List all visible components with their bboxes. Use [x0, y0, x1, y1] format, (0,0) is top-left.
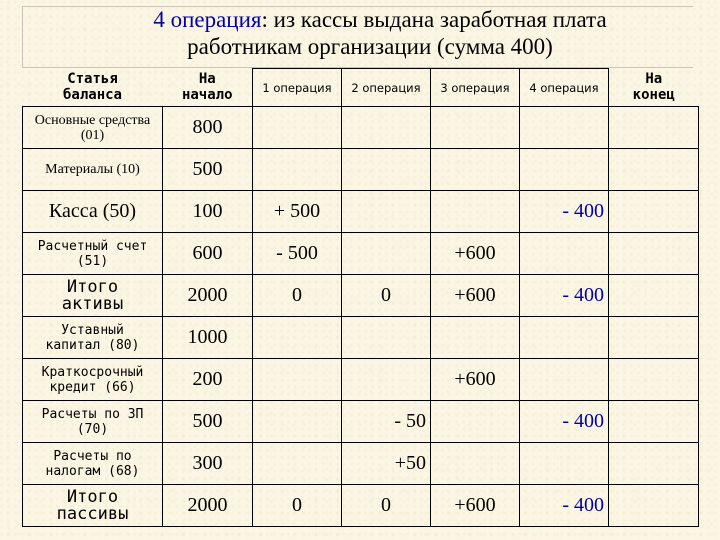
tax-op2: +50	[342, 443, 431, 485]
header-op3: 3 операция	[431, 69, 520, 107]
liab-start: 2000	[163, 485, 253, 527]
row-label-kassa: Касса (50)	[23, 191, 163, 233]
credit-op3: +600	[431, 359, 520, 401]
header-row	[23, 69, 699, 107]
liab-op4: - 400	[520, 485, 609, 527]
rs-op1: - 500	[253, 233, 342, 275]
assets-op2: 0	[342, 275, 431, 317]
kassa-op4: - 400	[520, 191, 609, 233]
table-row	[23, 233, 699, 275]
table-row	[23, 443, 699, 485]
row-label-mat: Материалы (10)	[23, 149, 163, 191]
table-row	[23, 149, 699, 191]
row-label-os: Основные средства (01)	[23, 107, 163, 149]
capital-start: 1000	[163, 317, 253, 359]
title-line2: работникам организации (сумма 400)	[187, 34, 553, 59]
slide-title	[0, 6, 720, 60]
row-label-zp: Расчеты по ЗП (70)	[23, 401, 163, 443]
mat-start: 500	[163, 149, 253, 191]
os-start: 800	[163, 107, 253, 149]
row-label-rs: Расчетный счет (51)	[23, 233, 163, 275]
header-op4: 4 операция	[520, 69, 609, 107]
header-article: Статья баланса	[62, 71, 122, 104]
zp-op2: - 50	[342, 401, 431, 443]
assets-start: 2000	[163, 275, 253, 317]
table-row	[23, 275, 699, 317]
table-row	[23, 317, 699, 359]
balance-table	[22, 68, 699, 527]
assets-op1: 0	[253, 275, 342, 317]
row-label-assets: Итого активы	[23, 275, 163, 317]
liab-op3: +600	[431, 485, 520, 527]
header-start: На начало	[181, 71, 233, 104]
assets-op3: +600	[431, 275, 520, 317]
liab-op1: 0	[253, 485, 342, 527]
table-row	[23, 485, 699, 527]
liab-op2: 0	[342, 485, 431, 527]
header-end: На конец	[632, 71, 675, 104]
row-label-capital: Уставный капитал (80)	[23, 317, 163, 359]
kassa-op1: + 500	[253, 191, 342, 233]
zp-op4: - 400	[520, 401, 609, 443]
row-label-tax: Расчеты по налогам (68)	[23, 443, 163, 485]
row-label-liab: Итого пассивы	[23, 485, 163, 527]
assets-op4: - 400	[520, 275, 609, 317]
credit-start: 200	[163, 359, 253, 401]
table-row	[23, 359, 699, 401]
title-line1: : из кассы выдана заработная плата	[261, 7, 607, 32]
zp-start: 500	[163, 401, 253, 443]
rs-op3: +600	[431, 233, 520, 275]
kassa-start: 100	[163, 191, 253, 233]
tax-start: 300	[163, 443, 253, 485]
row-label-credit: Краткосрочный кредит (66)	[23, 359, 163, 401]
header-op2: 2 операция	[342, 69, 431, 107]
table-row	[23, 107, 699, 149]
rs-start: 600	[163, 233, 253, 275]
table-row	[23, 191, 699, 233]
table-row	[23, 401, 699, 443]
operation-number: 4 операция	[153, 7, 262, 32]
header-op1: 1 операция	[253, 69, 342, 107]
